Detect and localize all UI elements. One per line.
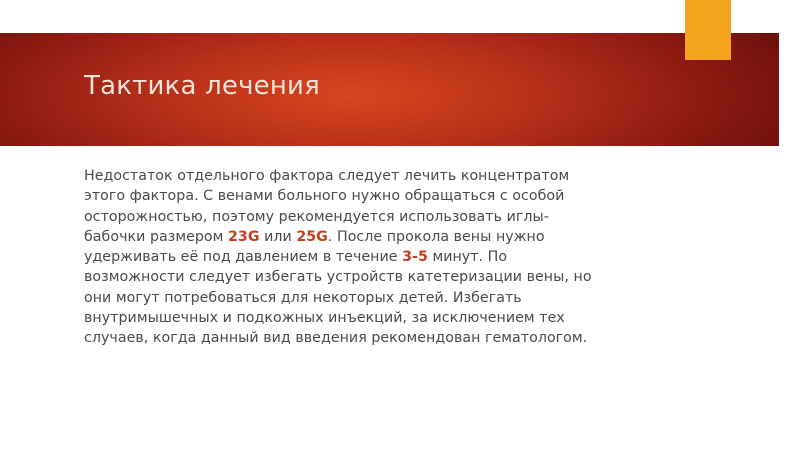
- slide-title: Тактика лечения: [84, 71, 320, 101]
- body-line: бабочки размером 23G или 25G. После прокола вены нужно: [84, 228, 545, 245]
- body-line: внутримышечных и подкожных инъекций, за исключением тех: [84, 310, 565, 327]
- body-line: этого фактора. С венами больного нужно обращаться с особой: [84, 188, 565, 205]
- body-line: они могут потребоваться для некоторых детей. Избегать: [84, 289, 522, 306]
- pressure-duration: 3-5: [402, 249, 428, 266]
- body-line: случаев, когда данный вид введения рекомендован гематологом.: [84, 330, 588, 347]
- needle-size-23g: 23G: [227, 228, 260, 245]
- body-line: Недостаток отдельного фактора следует лечить концентратом: [84, 168, 570, 184]
- needle-size-25g: 25G: [296, 228, 328, 245]
- body-line: возможности следует избегать устройств катетеризации вены, но: [84, 269, 592, 286]
- body-text: [84, 166, 644, 349]
- accent-bar: [685, 0, 731, 60]
- body-line: осторожностью, поэтому рекомендуется использовать иглы-: [84, 208, 549, 225]
- body-line: удерживать её под давлением в течение 3-5 минут. По: [84, 249, 508, 266]
